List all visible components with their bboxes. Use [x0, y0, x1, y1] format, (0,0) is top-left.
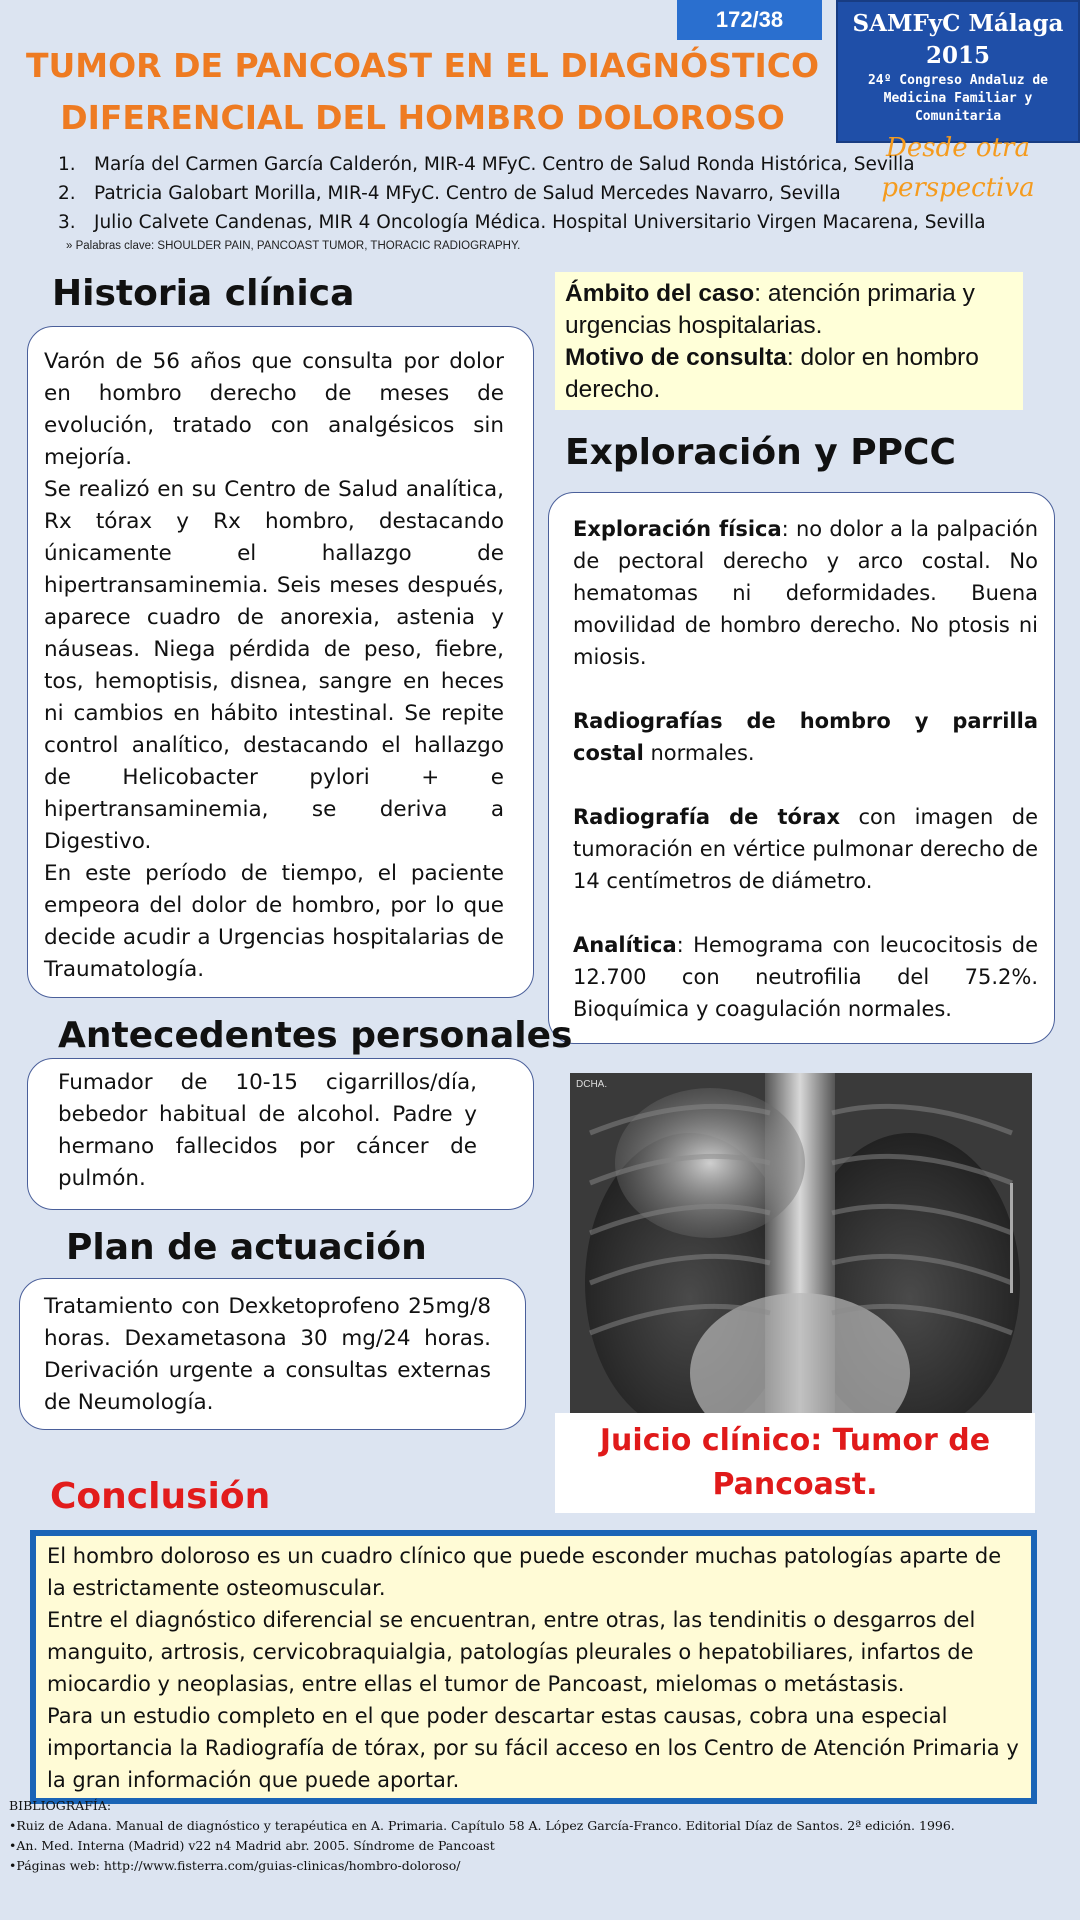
exploracion-box [548, 492, 1055, 1044]
antecedentes-text: Fumador de 10-15 cigarrillos/día, bebedor habitual de alcohol. Padre y hermano fallecidos por cáncer de pulmón. [58, 1070, 477, 1191]
chest-xray-image [570, 1073, 1032, 1413]
bibliografia-item: •Ruiz de Adana. Manual de diagnóstico y terapéutica en A. Primaria. Capítulo 58 A. López García-Franco. Editorial Díaz de Santos. 2ª edición. 1996. [9, 1818, 955, 1833]
juicio-clinico [555, 1413, 1035, 1513]
motivo-label: Motivo de consulta [565, 344, 787, 371]
author-number: 2. [58, 183, 76, 204]
conclusion-paragraph: Para un estudio completo en el que poder descartar estas causas, cobra una especial importancia la Radiografía de tórax, por su fácil acceso en los Centro de Atención Primaria y la gran información que puede aportar. [47, 1704, 1019, 1792]
logo-line-3: Medicina Familiar y Comunitaria [883, 91, 1033, 124]
author-item [58, 208, 1068, 237]
title-line-1: TUMOR DE PANCOAST EN EL DIAGNÓSTICO [25, 46, 820, 85]
historia-title: Historia clínica [52, 273, 355, 314]
ambito-box [555, 272, 1023, 410]
chest-xray-drawing [570, 1073, 1032, 1413]
conclusion-paragraph: Entre el diagnóstico diferencial se encuentran, entre otras, las tendinitis o desgarros del manguito, artrosis, cervicobraquialgia, patologías pleurales o hepatobiliares, infartos de miocardio y neoplasias, entre ellas el tumor de Pancoast, mielomas o metástasis. [47, 1608, 976, 1696]
congress-logo [836, 0, 1080, 203]
plan-box [19, 1278, 526, 1430]
xray-marker: DCHA. [576, 1079, 608, 1090]
author-number: 1. [58, 154, 76, 175]
juicio-line-1: Juicio clínico: Tumor de [599, 1423, 991, 1458]
author-item [58, 179, 1068, 208]
motivo-text: : dolor en hombro derecho. [565, 344, 979, 403]
poster-number-badge: 172/38 [677, 0, 822, 40]
author-text: María del Carmen García Calderón, MIR-4 MFyC. Centro de Salud Ronda Histórica, Sevilla [94, 154, 915, 175]
exploracion-item-text: normales. [643, 741, 755, 765]
exploracion-item-label: Radiografías de hombro y parrilla costal [573, 709, 1038, 765]
logo-line-1: SAMFyC Málaga 2015 [852, 10, 1064, 69]
author-list [58, 150, 1068, 237]
exploracion-title: Exploración y PPCC [565, 432, 956, 473]
historia-paragraph: Varón de 56 años que consulta por dolor en hombro derecho de meses de evolución, tratado con analgésicos sin mejoría. [44, 349, 504, 470]
historia-paragraph: En este período de tiempo, el paciente empeora del dolor de hombro, por lo que decide acudir a Urgencias hospitalarias de Traumatología. [44, 861, 504, 982]
exploracion-item-text: : Hemograma con leucocitosis de 12.700 con neutrofilia del 75.2%. Bioquímica y coagulación normales. [573, 933, 1038, 1021]
exploracion-item [573, 513, 1038, 673]
historia-paragraph: Se realizó en su Centro de Salud analítica, Rx tórax y Rx hombro, destacando únicamente el hallazgo de hipertransaminemia. Seis meses después, aparece cuadro de anorexia, astenia y náuseas. Niega pérdida de peso, fiebre, tos, hemoptisis, disnea, sangre en heces ni cambios en hábito intestinal. Se repite control analítico, destacando el hallazgo de Helicobacter pylori + e hipertransaminemia, se deriva a Digestivo. [44, 477, 504, 854]
author-text: Julio Calvete Candenas, MIR 4 Oncología Médica. Hospital Universitario Virgen Macarena, Sevilla [94, 212, 986, 233]
exploracion-item-text: con imagen de tumoración en vértice pulmonar derecho de 14 centímetros de diámetro. [573, 805, 1039, 893]
bibliografia-item: •Páginas web: http://www.fisterra.com/guias-clinicas/hombro-doloroso/ [9, 1858, 461, 1873]
exploracion-item-label: Analítica [573, 933, 677, 957]
exploracion-item [573, 929, 1038, 1025]
bibliografia-item: •An. Med. Interna (Madrid) v22 n4 Madrid abr. 2005. Síndrome de Pancoast [9, 1838, 495, 1853]
poster-title [20, 40, 825, 144]
historia-box [27, 326, 534, 998]
title-line-2: DIFERENCIAL DEL HOMBRO DOLOROSO [60, 98, 785, 137]
keywords: » Palabras clave: SHOULDER PAIN, PANCOAST TUMOR, THORACIC RADIOGRAPHY. [66, 240, 521, 252]
exploracion-item [573, 705, 1038, 769]
exploracion-item-label: Radiografía de tórax [573, 805, 841, 829]
conclusion-title: Conclusión [50, 1476, 271, 1517]
bibliografia-title: BIBLIOGRAFÍA: [9, 1798, 112, 1813]
logo-line-4: Desde otra perspectiva [881, 133, 1035, 203]
conclusion-paragraph: El hombro doloroso es un cuadro clínico que puede esconder muchas patologías aparte de la estrictamente osteomuscular. [47, 1544, 1002, 1600]
exploracion-item-text: : no dolor a la palpación de pectoral derecho y arco costal. No hematomas ni deformidades. Buena movilidad de hombro derecho. No ptosis ni miosis. [573, 517, 1039, 669]
bibliografia [9, 1796, 1069, 1876]
exploracion-item [573, 801, 1038, 897]
antecedentes-box [27, 1058, 534, 1210]
juicio-line-2: Pancoast. [712, 1467, 878, 1502]
author-number: 3. [58, 212, 76, 233]
ambito-label: Ámbito del caso [565, 280, 755, 307]
author-text: Patricia Galobart Morilla, MIR-4 MFyC. Centro de Salud Mercedes Navarro, Sevilla [94, 183, 841, 204]
logo-line-2: 24º Congreso Andaluz de [867, 73, 1048, 88]
plan-title: Plan de actuación [66, 1227, 427, 1268]
exploracion-item-label: Exploración física [573, 517, 782, 541]
conclusion-box [30, 1530, 1037, 1804]
author-item [58, 150, 1068, 179]
plan-text: Tratamiento con Dexketoprofeno 25mg/8 horas. Dexametasona 30 mg/24 horas. Derivación urgente a consultas externas de Neumología. [44, 1294, 491, 1415]
antecedentes-title: Antecedentes personales [58, 1015, 573, 1056]
ambito-text: : atención primaria y urgencias hospitalarias. [565, 280, 975, 339]
